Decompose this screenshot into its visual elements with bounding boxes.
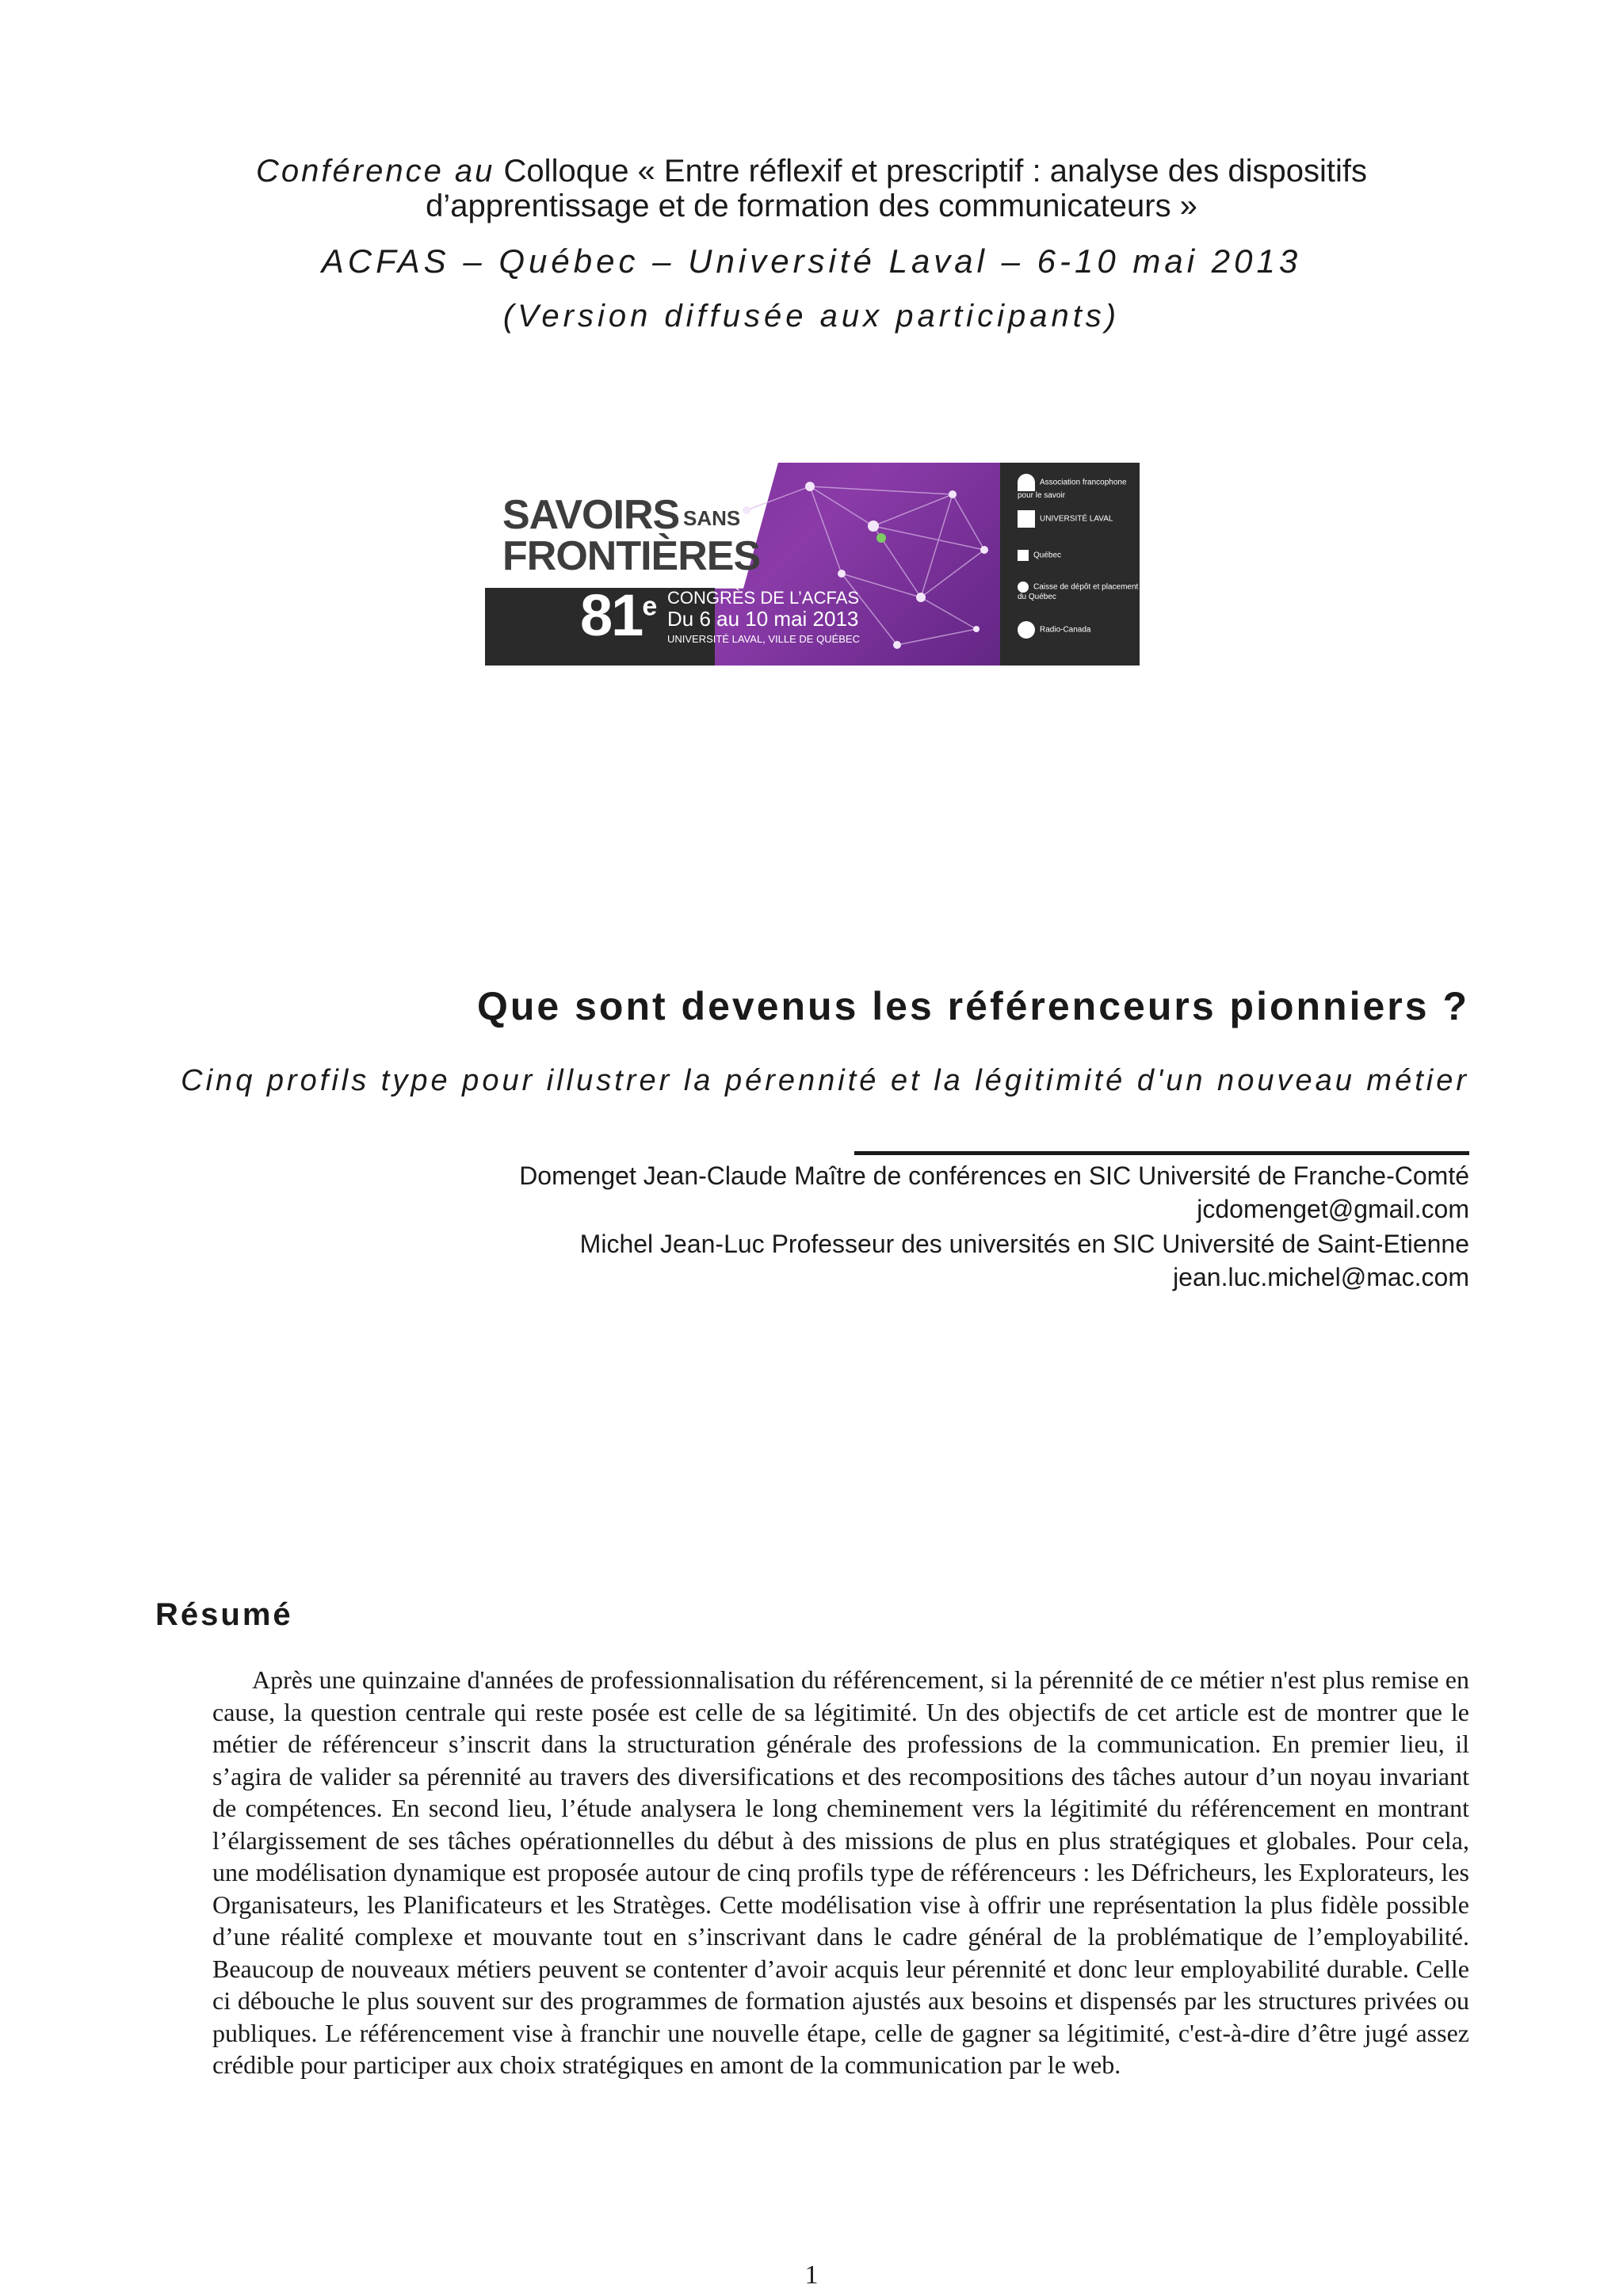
paper-subtitle: Cinq profils type pour illustrer la pérennité et la légitimité d'un nouveau métier (181, 1064, 1469, 1097)
author-2-email: jean.luc.michel@mac.com (1173, 1263, 1469, 1291)
radio-canada-logo: Radio-Canada (1018, 621, 1091, 639)
conference-label: Conférence au (256, 154, 495, 189)
abstract-heading: Résumé (155, 1597, 293, 1632)
event-location-line: ACFAS – Québec – Université Laval – 6-10 mai 2013 (321, 242, 1302, 280)
quebec-logo: Québec (1018, 550, 1061, 561)
author-1-affiliation: Domenget Jean-Claude Maître de conférences en SIC Université de Franche-Comté (519, 1161, 1469, 1190)
banner-congres-text: CONGRÈS DE L’ACFAS Du 6 au 10 mai 2013 UNIVERSITÉ LAVAL, VILLE DE QUÉBEC (667, 588, 860, 645)
author-2-affiliation: Michel Jean-Luc Professeur des universités en SIC Université de Saint-Etienne (579, 1230, 1469, 1258)
colloquium-title-part-2: d’apprentissage et de formation des communicateurs » (426, 189, 1197, 223)
acfas-banner-image (485, 463, 1140, 666)
laval-logo: UNIVERSITÉ LAVAL (1018, 510, 1113, 528)
banner-frontieres-text: FRONTIÈRES (502, 533, 761, 579)
conference-header-line-1 (0, 152, 1623, 190)
banner-savoirs-text: SAVOIRS (502, 492, 680, 538)
afs-logo: Association francophone pour le savoir (1018, 474, 1140, 501)
colloquium-title-part-1: Colloque « Entre réflexif et prescriptif : analyse des dispositifs (503, 154, 1367, 189)
version-note: (Version diffusée aux participants) (502, 299, 1121, 334)
banner-sans-text: SANS (683, 506, 741, 530)
page-number: 1 (804, 2260, 819, 2290)
sponsor-logos-panel (1000, 463, 1140, 666)
caisse-logo: Caisse de dépôt et placement du Québec (1018, 582, 1139, 601)
paper-title: Que sont devenus les référenceurs pionniers ? (476, 984, 1469, 1028)
banner-81-text: 81e (580, 582, 656, 648)
author-1-email: jcdomenget@gmail.com (1197, 1195, 1469, 1223)
author-separator-rule (854, 1151, 1469, 1155)
abstract-text: Après une quinzaine d'années de professionnalisation du référencement, si la pérennité de ce métier n'est plus remise en cause, la question centrale qui reste posée est celle de sa légitimité. Un des objectifs de cet article est de montrer que le métier de référenceur s’inscrit dans la structuration générale des professions de la communication. En premier lieu, il s’agira de valider sa pérennité au travers des diversifications et des recompositions des tâches autour d’un noyau invariant de compétences. En second lieu, l’étude analysera le long cheminement vers la légitimité du référencement en montrant l’élargissement de ses tâches opérationnelles du début à des missions de plus en plus stratégiques et globales. Pour cela, une modélisation dynamique est proposée autour de cinq profils type de référenceurs : les Défricheurs, les Explorateurs, les Organisateurs, les Planificateurs et les Stratèges. Cette modélisation vise à offrir une représentation la plus fidèle possible d’une réalité complexe et mouvante tout en s’inscrivant dans le cadre général de la problématique de l’employabilité. Beaucoup de nouveaux métiers peuvent se contenter d’avoir acquis leur pérennité et donc leur employabilité durable. Celle ci débouche le plus souvent sur des programmes de formation ajustés aux besoins et dispensés par les structures privées ou publiques. Le référencement vise à franchir une nouvelle étape, celle de gagner sa légitimité, c'est-à-dire d’être jugé assez crédible pour participer aux choix stratégiques en amont de la communication par le web. (212, 1665, 1469, 2079)
